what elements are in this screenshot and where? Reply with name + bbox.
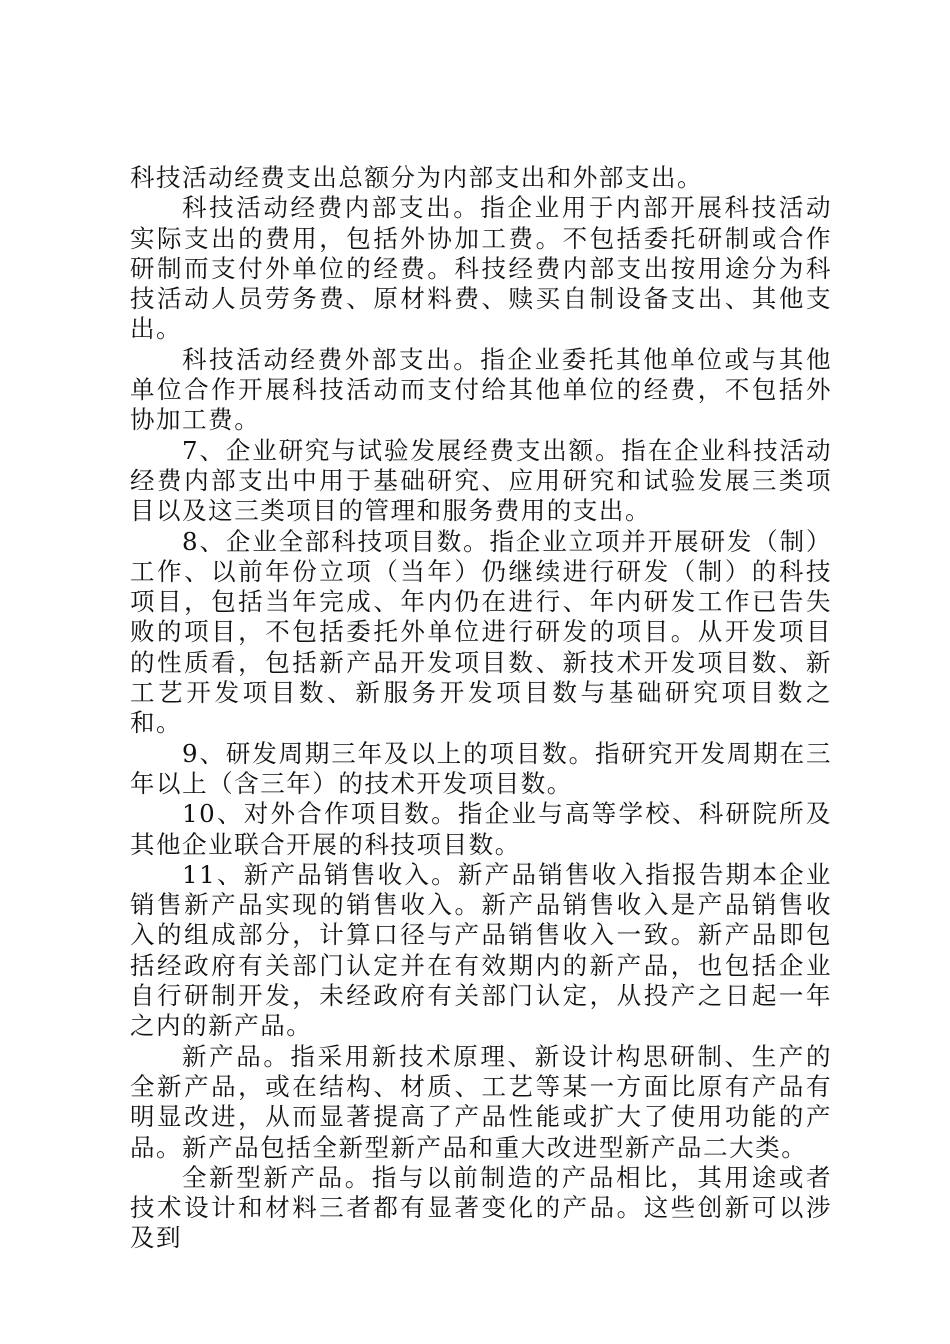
document-body: [130, 163, 832, 1254]
paragraph: 11、新产品销售收入。新产品销售收入指报告期本企业销售新产品实现的销售收入。新产品销售收入是产品销售收入的组成部分，计算口径与产品销售收入一致。新产品即包括经政府有关部门认定并在有效期内的新产品，也包括企业自行研制开发，未经政府有关部门认定，从投产之日起一年之内的新产品。: [130, 859, 832, 1041]
paragraph: 10、对外合作项目数。指企业与高等学校、科研院所及其他企业联合开展的科技项目数。: [130, 799, 832, 859]
paragraph: 7、企业研究与试验发展经费支出额。指在企业科技活动经费内部支出中用于基础研究、应用研究和试验发展三类项目以及这三类项目的管理和服务费用的支出。: [130, 435, 832, 526]
paragraph: 新产品。指采用新技术原理、新设计构思研制、生产的全新产品，或在结构、材质、工艺等某一方面比原有产品有明显改进，从而显著提高了产品性能或扩大了使用功能的产品。新产品包括全新型新产品和重大改进型新产品二大类。: [130, 1041, 832, 1162]
paragraph: 科技活动经费内部支出。指企业用于内部开展科技活动实际支出的费用，包括外协加工费。不包括委托研制或合作研制而支付外单位的经费。科技经费内部支出按用途分为科技活动人员劳务费、原材料费、赎买自制设备支出、其他支出。: [130, 193, 832, 344]
paragraph: 9、研发周期三年及以上的项目数。指研究开发周期在三年以上（含三年）的技术开发项目数。: [130, 738, 832, 798]
paragraph: 全新型新产品。指与以前制造的产品相比，其用途或者技术设计和材料三者都有显著变化的产品。这些创新可以涉及到: [130, 1162, 832, 1253]
paragraph: 科技活动经费支出总额分为内部支出和外部支出。: [130, 163, 704, 192]
paragraph: 科技活动经费外部支出。指企业委托其他单位或与其他单位合作开展科技活动而支付给其他单位的经费，不包括外协加工费。: [130, 344, 832, 435]
paragraph: 8、企业全部科技项目数。指企业立项并开展研发（制）工作、以前年份立项（当年）仍继续进行研发（制）的科技项目，包括当年完成、年内仍在进行、年内研发工作已告失败的项目，不包括委托外单位进行研发的项目。从开发项目的性质看，包括新产品开发项目数、新技术开发项目数、新工艺开发项目数、新服务开发项目数与基础研究项目数之和。: [130, 526, 832, 738]
